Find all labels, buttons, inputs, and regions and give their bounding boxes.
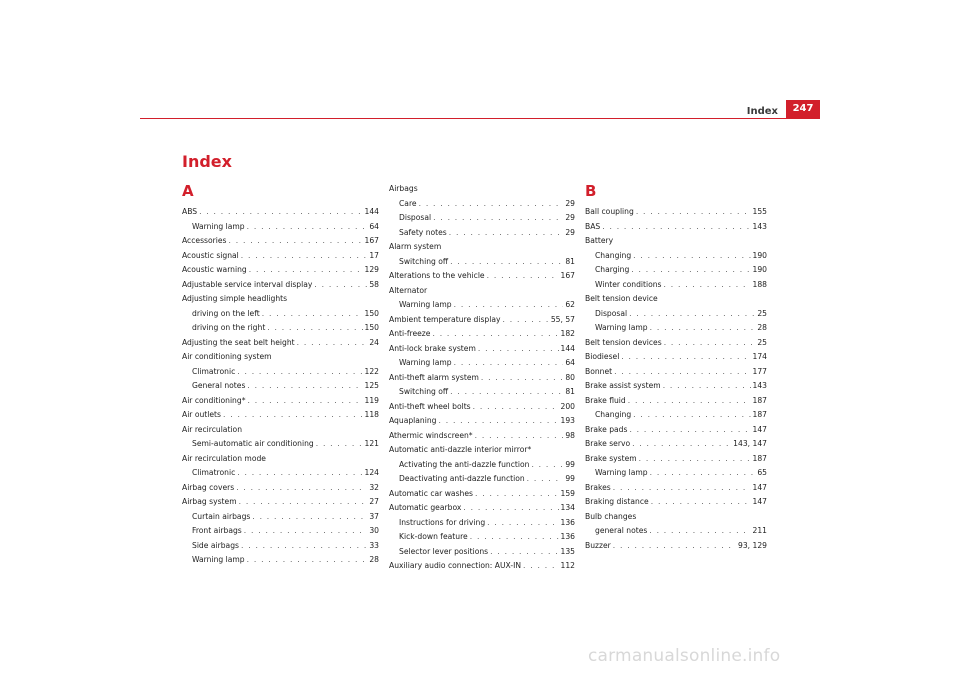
dot-leader <box>531 460 563 469</box>
index-entry-page: 65 <box>757 468 767 477</box>
dot-leader <box>602 222 750 231</box>
dot-leader <box>239 497 368 506</box>
index-entry-page: 80 <box>565 372 575 382</box>
index-entry <box>389 402 575 417</box>
index-entry-label: Automatic anti-dazzle interior mirror* <box>389 445 532 454</box>
dot-leader <box>650 323 756 332</box>
index-entry <box>585 222 767 237</box>
index-entry <box>389 286 575 301</box>
index-entry-label: Warning lamp <box>595 468 648 477</box>
index-entry <box>585 323 767 338</box>
dot-leader <box>621 352 750 361</box>
index-entry-page: 136 <box>560 517 575 527</box>
index-entry <box>389 257 575 272</box>
index-entry-label: Anti-theft wheel bolts <box>389 401 471 411</box>
dot-leader <box>432 329 558 338</box>
index-entry-page: 188 <box>752 279 767 289</box>
index-entry-label: Brake system <box>585 453 637 463</box>
index-entry-label: Athermic windscreen* <box>389 430 473 440</box>
dot-leader <box>241 541 367 550</box>
dot-leader <box>247 555 368 564</box>
index-entry <box>182 251 379 266</box>
dot-leader <box>631 265 750 274</box>
dot-leader <box>487 271 559 280</box>
index-entry <box>585 207 767 222</box>
index-entry <box>389 547 575 562</box>
index-entry-page: 150 <box>364 308 379 318</box>
dot-leader <box>628 396 751 405</box>
dot-leader <box>316 439 363 448</box>
index-entry-label: Aquaplaning <box>389 416 437 425</box>
index-entry-label: Ambient temperature display <box>389 314 501 324</box>
index-entry-label: Side airbags <box>192 540 239 550</box>
entry-list-column-3 <box>585 207 767 555</box>
index-entry-page: 99 <box>565 474 575 483</box>
dot-leader <box>473 402 559 411</box>
dot-leader <box>297 338 368 347</box>
watermark-text: carmanualsonline.info <box>588 646 781 666</box>
index-entry <box>182 483 379 498</box>
index-entry-page: 29 <box>565 227 575 237</box>
index-entry-label: Care <box>399 198 417 208</box>
header-rule <box>140 118 820 119</box>
index-entry-label: Airbag covers <box>182 482 235 492</box>
index-entry-label: Anti-theft alarm system <box>389 372 479 382</box>
dot-leader <box>664 280 751 289</box>
index-entry <box>585 236 767 251</box>
index-entry-page: 99 <box>565 459 575 469</box>
index-entry <box>389 373 575 388</box>
index-entry-label: Adjusting the seat belt height <box>182 337 295 347</box>
index-entry <box>389 474 575 489</box>
index-entry <box>585 352 767 367</box>
index-entry <box>585 396 767 411</box>
index-entry-label: Winter conditions <box>595 279 662 289</box>
index-entry-page: 27 <box>369 497 379 506</box>
dot-leader <box>523 561 558 570</box>
index-entry-page: 125 <box>364 381 379 390</box>
index-entry-page: 112 <box>560 561 575 570</box>
index-entry <box>389 532 575 547</box>
index-entry <box>389 228 575 243</box>
index-entry-page: 190 <box>752 265 767 274</box>
index-entry-page: 143 <box>752 221 767 231</box>
index-entry <box>182 265 379 280</box>
entry-list-column-2 <box>389 184 575 576</box>
index-entry-label: Belt tension device <box>585 294 658 303</box>
index-entry-label: Bonnet <box>585 366 613 376</box>
index-entry <box>182 468 379 483</box>
index-entry-page: 17 <box>369 250 379 260</box>
index-entry-page: 25 <box>757 308 767 318</box>
index-entry-page: 190 <box>752 250 767 260</box>
index-entry <box>585 468 767 483</box>
dot-leader <box>470 532 559 541</box>
index-entry <box>389 184 575 199</box>
dot-leader <box>229 236 363 245</box>
index-entry-page: 150 <box>364 323 379 332</box>
index-entry-page: 136 <box>560 532 575 541</box>
index-entry-label: Changing <box>595 410 632 419</box>
dot-leader <box>475 431 564 440</box>
dot-leader <box>503 315 549 324</box>
index-entry <box>182 338 379 353</box>
dot-leader <box>223 410 363 419</box>
index-entry-page: 30 <box>369 526 379 535</box>
dot-leader <box>614 367 750 376</box>
index-entry-page: 64 <box>369 221 379 231</box>
dot-leader <box>475 489 559 498</box>
index-entry-label: Safety notes <box>399 227 447 237</box>
index-entry-label: Acoustic warning <box>182 265 247 274</box>
dot-leader <box>633 251 750 260</box>
dot-leader <box>639 454 751 463</box>
dot-leader <box>481 373 563 382</box>
index-entry-label: Ball coupling <box>585 207 634 216</box>
index-entry-page: 167 <box>560 271 575 280</box>
index-entry-label: Brakes <box>585 482 611 492</box>
dot-leader <box>463 503 558 512</box>
dot-leader <box>244 526 368 535</box>
index-entry <box>389 431 575 446</box>
index-entry <box>182 439 379 454</box>
index-entry <box>585 381 767 396</box>
index-entry <box>389 489 575 504</box>
index-entry-page: 134 <box>560 503 575 512</box>
index-entry-label: Disposal <box>595 308 628 318</box>
index-entry-page: 187 <box>752 453 767 463</box>
dot-leader <box>249 265 363 274</box>
index-entry-page: 24 <box>369 337 379 347</box>
index-entry-label: Buzzer <box>585 540 611 550</box>
index-entry <box>182 410 379 425</box>
index-entry-page: 81 <box>565 256 575 266</box>
index-entry-page: 193 <box>560 416 575 425</box>
index-entry <box>389 518 575 533</box>
index-entry-label: Alarm system <box>389 242 442 251</box>
index-entry-label: Battery <box>585 236 614 245</box>
index-entry-page: 37 <box>369 511 379 521</box>
dot-leader <box>613 541 736 550</box>
index-entry-label: Climatronic <box>192 468 236 477</box>
index-entry <box>585 410 767 425</box>
index-entry-label: general notes <box>595 526 648 535</box>
dot-leader <box>252 512 367 521</box>
index-entry <box>585 497 767 512</box>
entry-list-column-1 <box>182 207 379 570</box>
index-entry <box>389 460 575 475</box>
index-entry <box>389 271 575 286</box>
dot-leader <box>478 344 559 353</box>
index-entry-page: 200 <box>560 401 575 411</box>
index-entry-page: 144 <box>364 207 379 216</box>
index-entry-page: 143 <box>752 381 767 390</box>
index-entry-page: 25 <box>757 337 767 347</box>
index-entry <box>389 387 575 402</box>
index-entry-page: 147 <box>752 497 767 506</box>
index-entry-label: Warning lamp <box>399 300 452 309</box>
index-entry-page: 159 <box>560 488 575 498</box>
index-entry <box>389 445 575 460</box>
index-entry-label: Brake servo <box>585 439 631 448</box>
index-entry <box>182 425 379 440</box>
index-entry-label: Braking distance <box>585 497 649 506</box>
index-entry <box>182 454 379 469</box>
index-entry-label: Anti-lock brake system <box>389 343 476 353</box>
index-entry <box>585 251 767 266</box>
index-entry <box>585 338 767 353</box>
dot-leader <box>237 367 362 376</box>
section-letter-a: A <box>182 182 194 200</box>
index-entry-label: Deactivating anti-dazzle function <box>399 474 525 483</box>
dot-leader <box>629 309 755 318</box>
dot-leader <box>632 439 731 448</box>
index-entry-page: 93, 129 <box>738 540 767 550</box>
dot-leader <box>439 416 559 425</box>
index-entry <box>585 294 767 309</box>
dot-leader <box>449 228 564 237</box>
dot-leader <box>450 387 563 396</box>
index-entry-label: Disposal <box>399 213 432 222</box>
index-entry-label: Acoustic signal <box>182 250 239 260</box>
dot-leader <box>663 381 751 390</box>
dot-leader <box>241 251 368 260</box>
dot-leader <box>613 483 751 492</box>
index-entry-page: 129 <box>364 265 379 274</box>
index-entry-page: 28 <box>369 555 379 564</box>
dot-leader <box>199 207 362 216</box>
index-entry <box>389 344 575 359</box>
index-entry <box>585 280 767 295</box>
index-entry-page: 147 <box>752 482 767 492</box>
index-entry <box>182 323 379 338</box>
index-entry <box>182 280 379 295</box>
index-entry-page: 174 <box>752 352 767 361</box>
index-entry <box>585 439 767 454</box>
index-entry-label: driving on the left <box>192 308 260 318</box>
dot-leader <box>267 323 362 332</box>
index-entry-page: 64 <box>565 358 575 367</box>
index-entry-label: Front airbags <box>192 526 242 535</box>
index-entry-label: Airbag system <box>182 497 237 506</box>
index-entry <box>182 526 379 541</box>
index-entry-label: Auxiliary audio connection: AUX-IN <box>389 561 522 570</box>
index-entry-page: 33 <box>369 540 379 550</box>
index-entry <box>182 236 379 251</box>
index-entry-label: Brake fluid <box>585 395 626 405</box>
index-entry-page: 29 <box>565 198 575 208</box>
dot-leader <box>450 257 563 266</box>
index-entry-label: Adjusting simple headlights <box>182 294 288 303</box>
index-entry <box>182 396 379 411</box>
index-entry-label: Activating the anti-dazzle function <box>399 459 530 469</box>
index-entry-page: 28 <box>757 323 767 332</box>
index-entry <box>182 352 379 367</box>
dot-leader <box>247 381 362 390</box>
index-entry <box>585 526 767 541</box>
index-entry-label: Air conditioning* <box>182 395 246 405</box>
index-entry <box>182 294 379 309</box>
dot-leader <box>487 518 558 527</box>
index-entry-page: 29 <box>565 213 575 222</box>
index-entry-label: Automatic car washes <box>389 488 473 498</box>
index-entry-label: Changing <box>595 250 632 260</box>
index-entry <box>585 541 767 556</box>
index-entry-page: 155 <box>752 207 767 216</box>
index-entry-page: 122 <box>364 366 379 376</box>
dot-leader <box>419 199 564 208</box>
dot-leader <box>262 309 363 318</box>
dot-leader <box>314 280 367 289</box>
index-entry-page: 119 <box>364 395 379 405</box>
index-entry <box>182 541 379 556</box>
index-entry-label: driving on the right <box>192 323 266 332</box>
index-entry-label: Anti-freeze <box>389 329 431 338</box>
index-entry <box>389 315 575 330</box>
index-entry <box>389 416 575 431</box>
index-entry-label: Brake assist system <box>585 381 661 390</box>
index-entry-label: Biodiesel <box>585 352 620 361</box>
dot-leader <box>237 468 362 477</box>
index-entry-label: Brake pads <box>585 424 628 434</box>
index-entry-label: Air recirculation mode <box>182 453 266 463</box>
index-entry <box>182 555 379 570</box>
index-entry-label: Adjustable service interval display <box>182 279 313 289</box>
index-entry <box>585 309 767 324</box>
dot-leader <box>236 483 367 492</box>
index-entry-label: Charging <box>595 265 630 274</box>
index-entry <box>389 561 575 576</box>
index-entry-label: Alterations to the vehicle <box>389 271 485 280</box>
index-entry <box>585 512 767 527</box>
dot-leader <box>651 497 751 506</box>
index-entry-page: 121 <box>364 439 379 448</box>
index-entry-label: Switching off <box>399 387 449 396</box>
index-entry-label: Bulb changes <box>585 511 637 521</box>
index-entry-page: 98 <box>565 430 575 440</box>
running-header-title: Index <box>746 106 778 117</box>
index-entry <box>182 512 379 527</box>
index-entry <box>182 207 379 222</box>
dot-leader <box>247 222 368 231</box>
index-entry-page: 147 <box>752 424 767 434</box>
index-entry-label: Warning lamp <box>192 221 245 231</box>
index-entry <box>389 213 575 228</box>
index-entry-label: General notes <box>192 381 246 390</box>
index-entry-page: 143, 147 <box>733 439 767 448</box>
index-entry-page: 135 <box>560 546 575 556</box>
index-entry <box>389 199 575 214</box>
page-number-badge: 247 <box>786 100 820 118</box>
index-entry-page: 187 <box>752 410 767 419</box>
dot-leader <box>454 358 564 367</box>
index-entry-label: Kick-down feature <box>399 532 468 541</box>
index-entry-page: 118 <box>364 410 379 419</box>
index-entry <box>585 265 767 280</box>
dot-leader <box>664 338 756 347</box>
index-entry-page: 182 <box>560 329 575 338</box>
index-entry-page: 167 <box>364 236 379 245</box>
index-entry-label: Accessories <box>182 236 227 245</box>
index-entry-label: Airbags <box>389 184 418 193</box>
index-entry-label: Instructions for driving <box>399 517 486 527</box>
index-entry <box>389 358 575 373</box>
index-entry-label: Automatic gearbox <box>389 503 462 512</box>
index-entry <box>389 329 575 344</box>
index-entry-label: BAS <box>585 221 601 231</box>
dot-leader <box>527 474 564 483</box>
index-entry-label: Warning lamp <box>399 358 452 367</box>
index-entry <box>585 454 767 469</box>
index-entry-label: Warning lamp <box>595 323 648 332</box>
index-entry-label: Semi-automatic air conditioning <box>192 439 314 448</box>
dot-leader <box>454 300 564 309</box>
section-letter-b: B <box>585 182 597 200</box>
index-entry <box>585 367 767 382</box>
index-entry-page: 32 <box>369 482 379 492</box>
index-entry <box>585 483 767 498</box>
index-entry-label: Air conditioning system <box>182 352 272 361</box>
index-entry <box>389 503 575 518</box>
index-title: Index <box>182 152 232 171</box>
index-entry-page: 187 <box>752 395 767 405</box>
index-entry-label: Belt tension devices <box>585 337 662 347</box>
index-entry-page: 62 <box>565 300 575 309</box>
index-entry-label: Air recirculation <box>182 424 243 434</box>
index-entry-label: Warning lamp <box>192 555 245 564</box>
dot-leader <box>633 410 750 419</box>
index-entry <box>182 309 379 324</box>
dot-leader <box>433 213 563 222</box>
index-entry-label: Air outlets <box>182 410 221 419</box>
dot-leader <box>649 526 750 535</box>
index-entry <box>182 222 379 237</box>
index-entry-page: 144 <box>560 343 575 353</box>
index-entry-label: ABS <box>182 207 198 216</box>
index-entry <box>389 300 575 315</box>
index-entry-label: Curtain airbags <box>192 511 251 521</box>
dot-leader <box>490 547 558 556</box>
index-entry <box>182 367 379 382</box>
index-entry-page: 81 <box>565 387 575 396</box>
index-entry-page: 55, 57 <box>550 314 575 324</box>
index-entry <box>389 242 575 257</box>
dot-leader <box>650 468 756 477</box>
index-entry-page: 58 <box>369 279 379 289</box>
index-entry-page: 211 <box>752 526 767 535</box>
index-entry-label: Selector lever positions <box>399 546 489 556</box>
index-entry <box>182 381 379 396</box>
index-entry-label: Alternator <box>389 285 428 295</box>
dot-leader <box>636 207 751 216</box>
index-entry <box>182 497 379 512</box>
index-entry-page: 177 <box>752 366 767 376</box>
index-entry <box>585 425 767 440</box>
dot-leader <box>248 396 363 405</box>
dot-leader <box>629 425 750 434</box>
index-entry-label: Switching off <box>399 256 449 266</box>
index-entry-page: 124 <box>364 468 379 477</box>
index-entry-label: Climatronic <box>192 366 236 376</box>
